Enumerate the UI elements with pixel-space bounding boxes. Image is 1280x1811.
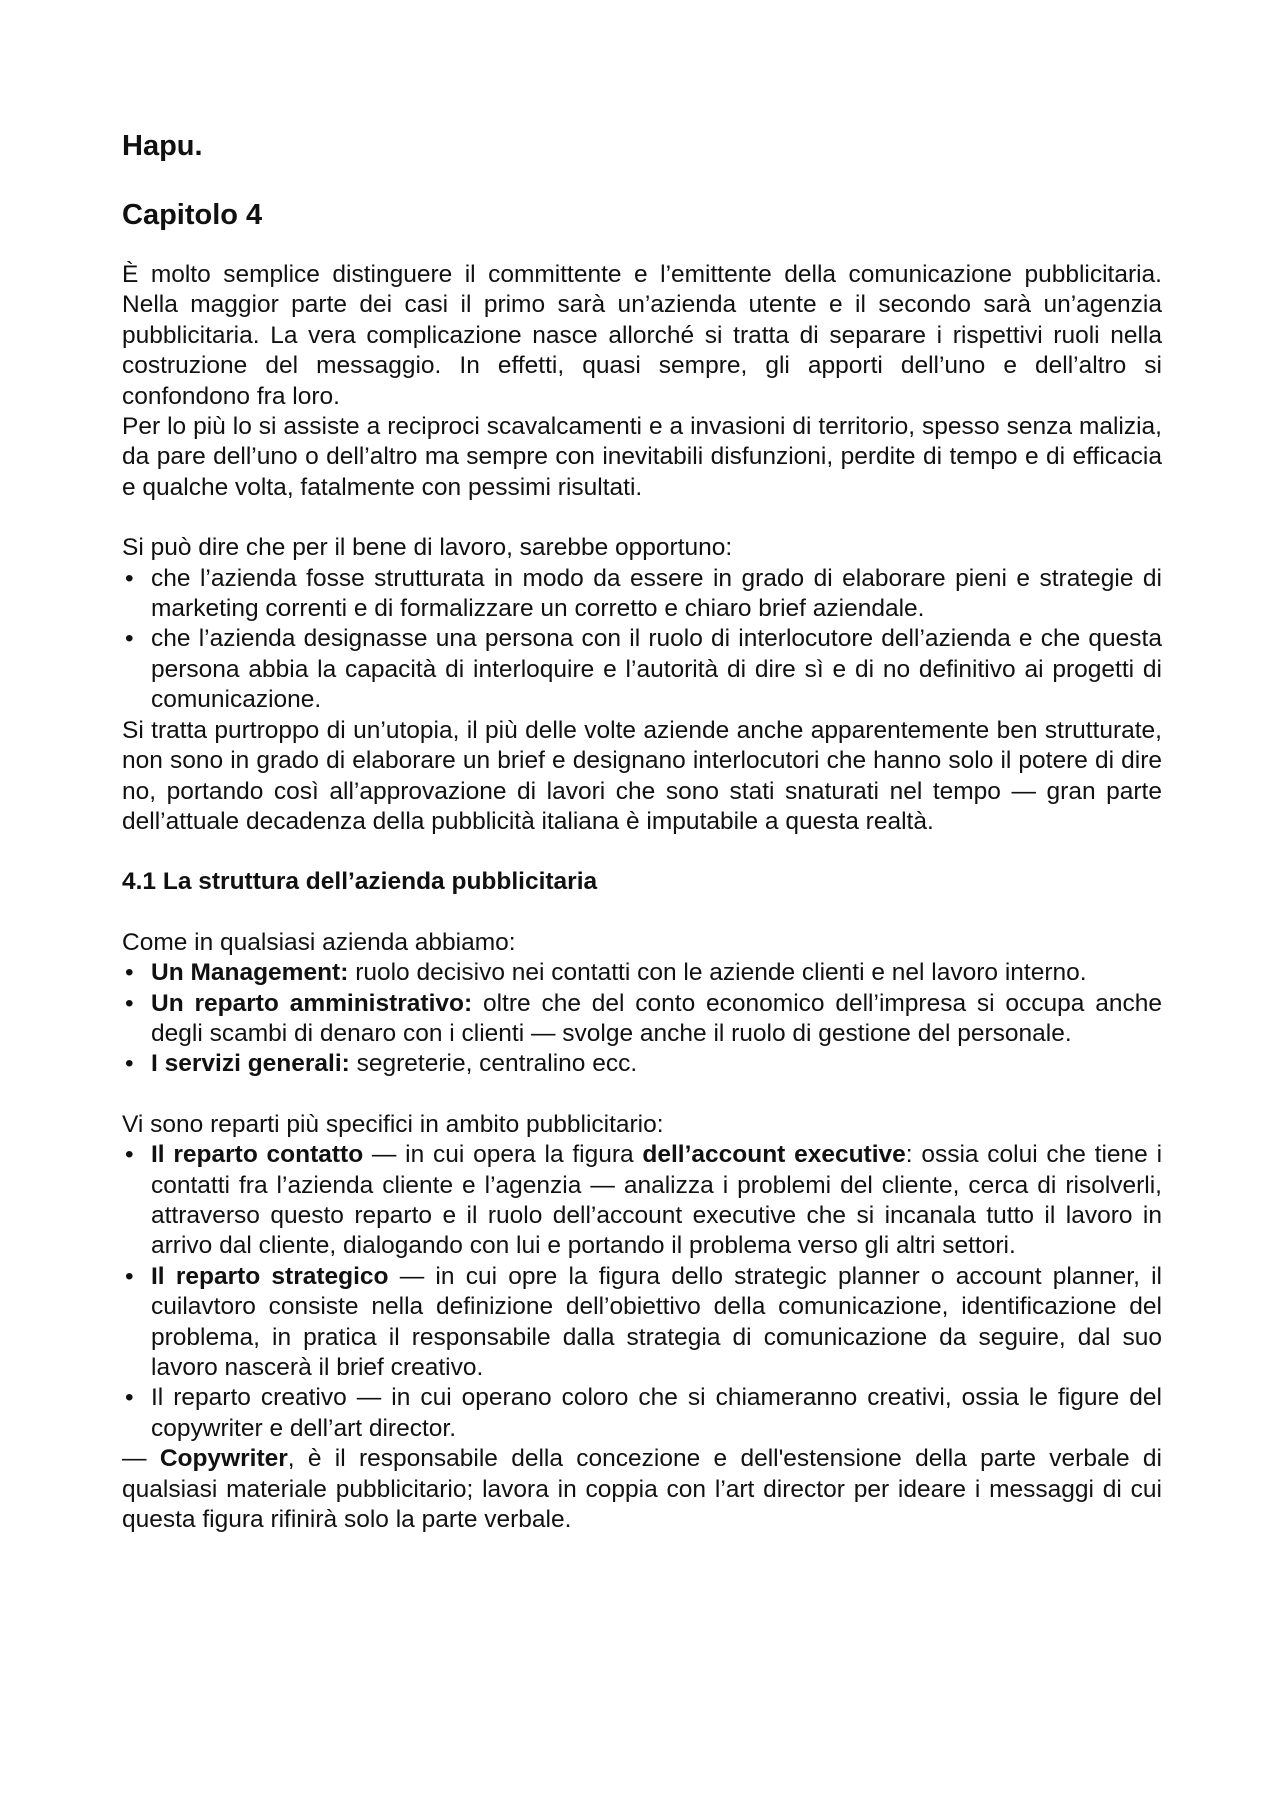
general-intro: Come in qualsiasi azienda abbiamo: xyxy=(122,928,516,956)
opportune-intro: Si può dire che per il bene di lavoro, sarebbe opportuno: xyxy=(122,534,733,562)
item-emphasis: dell’account executive xyxy=(642,1141,906,1169)
intro-paragraph: È molto semplice distinguere il committente e l’emittente della comunicazione pubblicitaria. Nella maggior parte dei casi il primo sarà un’azienda utente e il secondo sarà un’agenzia pubblicitaria. La vera complicazione nasce allorché si tratta di separare i rispettivi ruoli nella costruzione del messaggio. In effetti, quasi sempre, gli apporti dell’uno e dell’altro si confondono fra loro. xyxy=(122,261,1162,410)
item-text: — in cui opre la figura dello strategic planner o account planner, il cuilavtoro consiste nella definizione dell’obiettivo della comunicazione, identificazione del problema, in pratica il responsabile dalla strategia di comunicazione da seguire, dal suo lavoro nascerà il brief creativo. xyxy=(151,1262,1162,1381)
item-text: : ossia colui che tiene i contatti fra l’azienda cliente e l’agenzia — analizza i problemi del cliente, cerca di risolverli, attraverso questo reparto e il ruolo dell’account executive che si incanala tutto il lavoro in arrivo dal cliente, dialogando con lui e portando il problema verso gli altri settori. xyxy=(151,1141,1163,1260)
chapter-title: Capitolo 4 xyxy=(122,199,263,231)
list-item xyxy=(122,1262,1162,1384)
utopia-paragraph: Si tratta purtroppo di un’utopia, il più delle volte aziende anche apparentemente ben strutturate, non sono in grado di elaborare un brief e designano interlocutori che hanno solo il potere di dire no, portando così all’approvazione di lavori che sono stati snaturati nel tempo — gran parte dell’attuale decadenza della pubblicità italiana è imputabile a questa realtà. xyxy=(122,716,1162,835)
list-item xyxy=(122,1049,1162,1079)
specific-intro: Vi sono reparti più specifici in ambito pubblicitario: xyxy=(122,1110,664,1138)
item-text: segreterie, centralino ecc. xyxy=(349,1050,638,1078)
dash: — xyxy=(122,1445,160,1473)
list-item xyxy=(122,989,1162,1050)
list-item xyxy=(122,1140,1162,1262)
item-text: ruolo decisivo nei contatti con le aziende clienti e nel lavoro interno. xyxy=(348,959,1087,987)
section-title: 4.1 La struttura dell’azienda pubblicitaria xyxy=(122,868,598,896)
document-title: Hapu. xyxy=(122,130,203,162)
item-heading: Il reparto strategico xyxy=(151,1262,389,1290)
item-text: Il reparto creativo — in cui operano coloro che si chiameranno creativi, ossia le figure del copywriter e dell’art director. xyxy=(151,1384,1162,1442)
specific-departments-list xyxy=(122,1140,1162,1444)
item-heading: Il reparto contatto xyxy=(151,1141,364,1169)
item-heading: Un Management: xyxy=(151,959,349,987)
list-item xyxy=(122,958,1162,988)
list-item: • che l’azienda designasse una persona con il ruolo di interlocutore dell’azienda e che questa persona abbia la capacità di interloquire e l’autorità di dire sì e di no definitivo ai progetti di comunicazione. xyxy=(122,624,1162,715)
list-item: • che l’azienda fosse strutturata in modo da essere in grado di elaborare pieni e strategie di marketing correnti e di formalizzare un corretto e chiaro brief aziendale. xyxy=(122,564,1162,625)
item-text: oltre che del conto economico dell’impresa si occupa anche degli scambi di denaro con i clienti — svolge anche il ruolo di gestione del personale. xyxy=(151,989,1162,1047)
intro-paragraph: Per lo più lo si assiste a reciproci scavalcamenti e a invasioni di territorio, spesso senza malizia, da pare dell’uno o dell’altro ma sempre con inevitabili disfunzioni, perdite di tempo e di efficacia e qualche volta, fatalmente con pessimi risultati. xyxy=(122,413,1162,501)
list-item xyxy=(122,1383,1162,1444)
opportune-list xyxy=(122,564,1162,716)
copywriter-heading: Copywriter xyxy=(159,1445,288,1473)
item-text: — in cui opera la figura xyxy=(363,1141,643,1169)
copywriter-text: , è il responsabile della concezione e dell'estensione della parte verbale di qualsiasi materiale pubblicitario; lavora in coppia con l’art director per ideare i messaggi di cui questa figura rifinirà solo la parte verbale. xyxy=(122,1445,1163,1534)
general-departments-list xyxy=(122,958,1162,1080)
copywriter-paragraph xyxy=(122,1444,1162,1535)
item-heading: Un reparto amministrativo: xyxy=(151,989,473,1017)
item-heading: I servizi generali: xyxy=(151,1050,350,1078)
